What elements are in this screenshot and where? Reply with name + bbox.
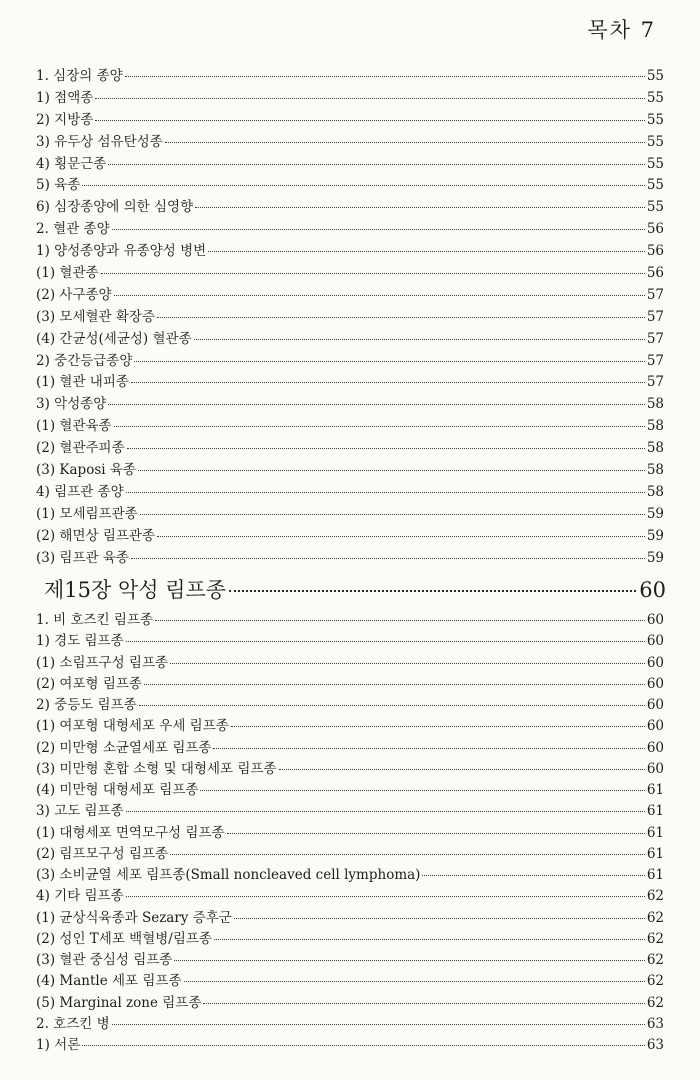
toc-entry-label: (3) 림프관 육종	[36, 549, 129, 566]
leader-dots	[170, 854, 645, 855]
toc-entry-label: (2) 사구종양	[36, 286, 112, 303]
toc-entry	[36, 863, 664, 884]
leader-dots	[165, 142, 645, 143]
toc-entry	[36, 349, 664, 371]
toc-entry	[36, 629, 664, 650]
toc-entry	[36, 480, 664, 502]
toc-entry-label: 2) 지방종	[36, 111, 94, 128]
toc-entry	[36, 283, 664, 305]
toc-entry-page: 55	[646, 133, 664, 150]
toc-entry	[36, 693, 664, 714]
toc-entry	[36, 948, 664, 969]
toc-entry-label: 3) 악성종양	[36, 396, 107, 413]
toc-entry-page: 63	[646, 1015, 664, 1032]
leader-dots	[112, 229, 645, 230]
toc-entry	[36, 1012, 664, 1033]
toc-entry-label: (5) Marginal zone 림프종	[36, 994, 202, 1011]
leader-dots	[127, 448, 645, 449]
toc-entry	[36, 842, 664, 863]
leader-dots	[139, 705, 645, 706]
toc-entry-page: 61	[646, 803, 664, 820]
leader-dots	[138, 470, 645, 471]
toc-entry-page: 59	[646, 527, 664, 544]
leader-dots	[234, 918, 645, 919]
toc-entry-page: 60	[646, 760, 664, 777]
leader-dots	[131, 382, 645, 383]
leader-dots	[126, 641, 645, 642]
toc-entry	[36, 327, 664, 349]
toc-entry	[36, 608, 664, 629]
toc-entry	[36, 414, 664, 436]
toc-entry	[36, 86, 664, 108]
toc-entry-page: 60	[646, 739, 664, 756]
leader-dots	[82, 185, 645, 186]
toc-entry-label: 2) 중간등급종양	[36, 352, 133, 369]
toc-entry-page: 58	[646, 396, 664, 413]
toc-entry-page: 59	[646, 505, 664, 522]
toc-entry	[36, 651, 664, 672]
toc-entry-page: 60	[646, 654, 664, 671]
toc-entry	[36, 108, 664, 130]
toc-entry-label: (4) Mantle 세포 림프종	[36, 973, 182, 990]
leader-dots	[227, 833, 645, 834]
toc-entry	[36, 239, 664, 261]
leader-dots	[134, 361, 644, 362]
toc-entry-label: (3) 모세혈관 확장증	[36, 308, 155, 325]
toc-entry-label: (2) 해면상 림프관종	[36, 527, 155, 544]
toc-entry	[36, 458, 664, 480]
toc-entry-label: 2) 중등도 림프종	[36, 697, 137, 713]
toc-entry-label: 6) 심장종양에 의한 심영향	[36, 199, 194, 216]
chapter-heading	[44, 574, 666, 604]
toc-entry-page: 62	[646, 909, 664, 926]
header-title: 목차	[587, 18, 632, 42]
toc-entry	[36, 757, 664, 778]
leader-dots	[140, 514, 645, 515]
toc-entry-label: 2. 호즈킨 병	[36, 1015, 110, 1032]
toc-entry-page: 60	[646, 718, 664, 735]
toc-entry-label: 3) 고도 림프종	[36, 803, 124, 820]
leader-dots	[144, 684, 645, 685]
toc-entry-label: (1) 여포형 대형세포 우세 림프종	[36, 718, 229, 735]
toc-entry-page: 60	[646, 633, 664, 650]
toc-entry	[36, 173, 664, 195]
toc-entry-label: 4) 기타 림프종	[36, 888, 124, 905]
toc-entry	[36, 305, 664, 327]
toc-entry-label: (3) 소비균열 세포 림프종(Small noncleaved cell lymphoma)	[36, 867, 421, 883]
header-page-number: 7	[640, 18, 656, 42]
toc-entry-page: 55	[646, 68, 664, 84]
toc-entry-label: (3) 미만형 혼합 소형 및 대형세포 림프종	[36, 760, 277, 777]
leader-dots	[155, 620, 645, 621]
toc-entry-page: 55	[646, 155, 664, 172]
leader-dots	[208, 251, 645, 252]
toc-entry-label: 4) 림프관 종양	[36, 483, 124, 500]
leader-dots	[101, 273, 645, 274]
toc-entry	[36, 64, 664, 86]
toc-entry-page: 55	[646, 177, 664, 194]
toc-entry-label: 1) 점액종	[36, 89, 94, 106]
toc-entry-page: 57	[646, 286, 664, 303]
toc-entry-label: (2) 미만형 소균열세포 림프종	[36, 739, 212, 756]
leader-dots	[157, 317, 645, 318]
toc-entry-page: 62	[646, 888, 664, 905]
leader-dots	[203, 1003, 644, 1004]
toc-entry-label: (2) 림프모구성 림프종	[36, 845, 169, 862]
leader-dots	[157, 536, 645, 537]
toc-entry-label: 1. 비 호즈킨 림프종	[36, 612, 154, 628]
toc-entry-label: (1) 소림프구성 림프종	[36, 654, 169, 671]
leader-dots	[95, 98, 645, 99]
leader-dots	[108, 404, 645, 405]
leader-dots	[126, 896, 645, 897]
toc-entry-label: 4) 횡문근종	[36, 155, 107, 172]
toc-entry-page: 62	[646, 930, 664, 947]
leader-dots	[214, 939, 645, 940]
leader-dots	[126, 492, 645, 493]
toc-entry	[36, 195, 664, 217]
toc-entry-label: (1) 대형세포 면역모구성 림프종	[36, 824, 225, 841]
toc-entry-label: (2) 혈관주피종	[36, 440, 125, 457]
leader-dots	[279, 769, 645, 770]
toc-entry	[36, 261, 664, 283]
toc-entry-label: (1) 균상식육종과 Sezary 증후군	[36, 909, 232, 926]
leader-dots	[200, 790, 644, 791]
toc-entry-page: 61	[646, 867, 664, 883]
toc-entry-label: 1) 서론	[36, 1037, 81, 1053]
leader-dots	[126, 811, 645, 812]
toc-entry-page: 57	[646, 352, 664, 369]
leader-dots	[194, 339, 645, 340]
toc-section-2	[36, 608, 664, 1054]
toc-entry	[36, 906, 664, 927]
leader-dots	[231, 726, 645, 727]
toc-entry-page: 57	[646, 374, 664, 391]
toc-entry-page: 63	[646, 1037, 664, 1053]
toc-entry-page: 61	[646, 845, 664, 862]
toc-entry-page: 60	[646, 675, 664, 692]
toc-entry	[36, 502, 664, 524]
toc-entry-page: 56	[646, 265, 664, 282]
toc-entry-page: 57	[646, 330, 664, 347]
leader-dots	[114, 426, 645, 427]
toc-entry-page: 60	[646, 612, 664, 628]
toc-entry	[36, 130, 664, 152]
toc-entry	[36, 1033, 664, 1054]
leader-dots	[125, 76, 645, 77]
toc-entry-page: 57	[646, 308, 664, 325]
toc-entry-page: 55	[646, 199, 664, 216]
toc-entry	[36, 392, 664, 414]
chapter-page: 60	[639, 578, 666, 602]
toc-entry-label: (3) Kaposi 육종	[36, 462, 136, 479]
leader-dots	[184, 981, 645, 982]
leader-dots	[108, 164, 645, 165]
leader-dots	[114, 295, 645, 296]
toc-entry-page: 56	[646, 221, 664, 238]
toc-entry	[36, 991, 664, 1012]
toc-entry	[36, 672, 664, 693]
toc-entry	[36, 436, 664, 458]
toc-entry-page: 56	[646, 243, 664, 260]
toc-entry-label: (1) 혈관 내피종	[36, 374, 129, 391]
toc-entry-label: (2) 여포형 림프종	[36, 675, 142, 692]
page-header	[587, 14, 656, 44]
toc-entry-label: (3) 혈관 중심성 림프종	[36, 952, 173, 968]
leader-dots	[131, 558, 645, 559]
chapter-title: 제15장 악성 림프종	[44, 578, 227, 602]
toc-entry-label: 1. 심장의 종양	[36, 68, 123, 84]
leader-dots	[82, 1045, 645, 1046]
toc-entry	[36, 524, 664, 546]
toc-entry	[36, 799, 664, 820]
toc-entry-page: 59	[646, 549, 664, 566]
toc-entry-page: 58	[646, 462, 664, 479]
toc-entry-label: (1) 혈관종	[36, 265, 99, 282]
toc-entry-label: (4) 간균성(세균성) 혈관종	[36, 330, 192, 347]
toc-entry	[36, 821, 664, 842]
toc-entry	[36, 714, 664, 735]
chapter-leader-dots	[229, 590, 636, 592]
toc-entry-label: (1) 혈관육종	[36, 418, 112, 435]
toc-entry-label: 2. 혈관 종양	[36, 221, 110, 238]
toc-entry	[36, 152, 664, 174]
leader-dots	[174, 960, 644, 961]
toc-entry-page: 58	[646, 440, 664, 457]
toc-entry-label: 1) 경도 림프종	[36, 633, 124, 650]
toc-entry	[36, 778, 664, 799]
leader-dots	[112, 1024, 645, 1025]
leader-dots	[170, 663, 645, 664]
toc-entry-label: 3) 유두상 섬유탄성종	[36, 133, 163, 150]
toc-entry	[36, 546, 664, 568]
toc-entry-page: 62	[646, 952, 664, 968]
toc-entry-page: 61	[646, 824, 664, 841]
toc-entry-page: 58	[646, 483, 664, 500]
toc-entry-label: 5) 육종	[36, 177, 81, 194]
toc-entry-page: 62	[646, 973, 664, 990]
leader-dots	[213, 748, 644, 749]
toc-entry-label: 1) 양성종양과 유종양성 병변	[36, 243, 207, 260]
toc-entry-label: (4) 미만형 대형세포 림프종	[36, 782, 199, 798]
leader-dots	[195, 207, 645, 208]
toc-entry-label: (2) 성인 T세포 백혈병/림프종	[36, 930, 212, 947]
toc-entry-page: 60	[646, 697, 664, 713]
toc-entry-label: (1) 모세림프관종	[36, 505, 138, 522]
toc-entry	[36, 884, 664, 905]
toc-entry-page: 55	[646, 111, 664, 128]
leader-dots	[95, 120, 645, 121]
toc-entry	[36, 736, 664, 757]
toc-entry	[36, 370, 664, 392]
toc-section-1	[36, 64, 664, 567]
toc-entry	[36, 969, 664, 990]
toc-entry	[36, 217, 664, 239]
toc-entry-page: 61	[646, 782, 664, 798]
toc-entry	[36, 927, 664, 948]
toc-entry-page: 55	[646, 89, 664, 106]
toc-entry-page: 58	[646, 418, 664, 435]
leader-dots	[422, 875, 644, 876]
toc-entry-page: 62	[646, 994, 664, 1011]
